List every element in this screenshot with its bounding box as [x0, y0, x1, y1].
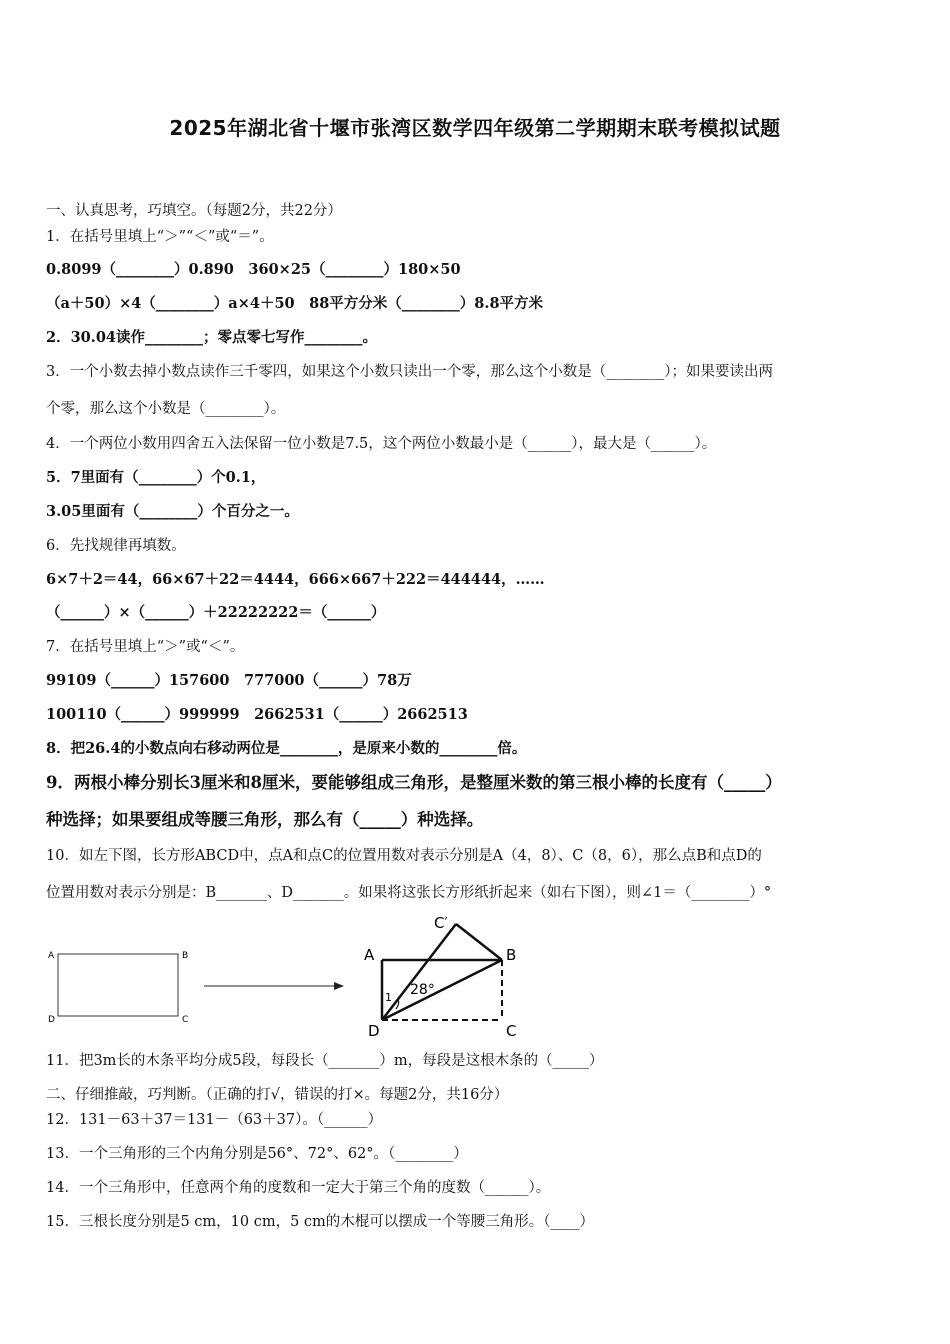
question-7-stem: 7．在括号里填上“＞”或“＜”。 — [46, 639, 245, 655]
question-11: 11．把3m长的木条平均分成5段，每段长（_______）m，每段是这根木条的（_____） — [46, 1053, 604, 1069]
label-d: D — [48, 1015, 55, 1025]
label-angle-1: 1 — [385, 991, 392, 1004]
question-1-stem: 1．在括号里填上“＞”“＜”或“＝”。 — [46, 229, 274, 245]
label-b: B — [506, 946, 517, 964]
question-6-stem: 6．先找规律再填数。 — [46, 538, 186, 554]
question-12: 12．131－63＋37＝131－（63＋37）。（______） — [46, 1112, 383, 1128]
rectangle-abcd — [58, 954, 178, 1016]
question-9-line-1: 9．两根小棒分别长3厘米和8厘米，要能够组成三角形，是整厘米数的第三根小棒的长度有（_____） — [46, 773, 782, 792]
edge-cprime-b — [456, 924, 502, 960]
question-15: 15．三根长度分别是5 cm，10 cm，5 cm的木棍可以摆成一个等腰三角形。（____） — [46, 1214, 595, 1230]
question-7-line-2: 100110（______）999999 2662531（______）2662513 — [46, 706, 468, 723]
label-c: C — [506, 1022, 517, 1040]
label-d: D — [368, 1022, 380, 1040]
label-a: A — [364, 946, 375, 964]
question-1-row-1: 0.8099（________）0.890 360×25（________）180×50 — [46, 261, 461, 278]
question-13: 13．一个三角形的三个内角分别是56°、72°、62°。（________） — [46, 1146, 468, 1162]
question-6-line-1: 6×7＋2＝44，66×67＋22＝4444，666×667＋222＝444444，…… — [46, 571, 545, 588]
question-7-line-1: 99109（______）157600 777000（______）78万 — [46, 672, 412, 689]
edge-dcprime — [382, 924, 456, 1020]
label-a: A — [48, 951, 55, 961]
question-10-line-2: 位置用数对表示分别是：B_______、D_______。如果将这张长方形纸折起来（如右下图），则∠1＝（________）° — [46, 885, 772, 901]
question-1-row-2: （a＋50）×4（________）a×4＋50 88平方分米（________）8.8平方米 — [46, 295, 544, 312]
question-3-line-2: 个零，那么这个小数是（________）。 — [46, 401, 286, 417]
question-5-line-1: 5．7里面有（________）个0.1， — [46, 469, 266, 486]
question-8: 8．把26.4的小数点向右移动两位是________，是原来小数的________倍。 — [46, 740, 527, 757]
folded-rectangle-figure — [360, 912, 530, 1040]
arrow-head — [334, 982, 344, 990]
question-14: 14．一个三角形中，任意两个角的度数和一定大于第三个角的度数（______）。 — [46, 1180, 551, 1196]
section-2-header: 二、仔细推敲，巧判断。（正确的打√，错误的打×。每题2分，共16分） — [46, 1087, 509, 1103]
question-3-line-1: 3．一个小数去掉小数点读作三千零四，如果这个小数只读出一个零，那么这个小数是（________）；如果要读出两 — [46, 364, 773, 380]
question-9-line-2: 种选择；如果要组成等腰三角形，那么有（_____）种选择。 — [46, 810, 484, 829]
question-2: 2．30.04读作________；零点零七写作________。 — [46, 329, 377, 346]
question-5-line-2: 3.05里面有（________）个百分之一。 — [46, 503, 299, 520]
question-6-line-2: （______）×（______）＋22222222＝（______） — [46, 604, 386, 621]
label-b: B — [182, 951, 189, 961]
page-title: 2025年湖北省十堰市张湾区数学四年级第二学期期末联考模拟试题 — [169, 116, 781, 140]
fold-line-db — [382, 960, 502, 1020]
label-c-prime: C′ — [434, 914, 448, 932]
question-10-line-1: 10．如左下图，长方形ABCD中，点A和点C的位置用数对表示分别是A（4，8）、C（8，6），那么点B和点D的 — [46, 848, 762, 864]
section-1-header: 一、认真思考，巧填空。（每题2分，共22分） — [46, 203, 342, 219]
rectangle-figure — [46, 944, 356, 1034]
question-4: 4．一个两位小数用四舍五入法保留一位小数是7.5，这个两位小数最小是（______），最大是（______）。 — [46, 436, 717, 452]
label-c: C — [182, 1015, 189, 1025]
label-angle-28: 28° — [410, 982, 435, 998]
